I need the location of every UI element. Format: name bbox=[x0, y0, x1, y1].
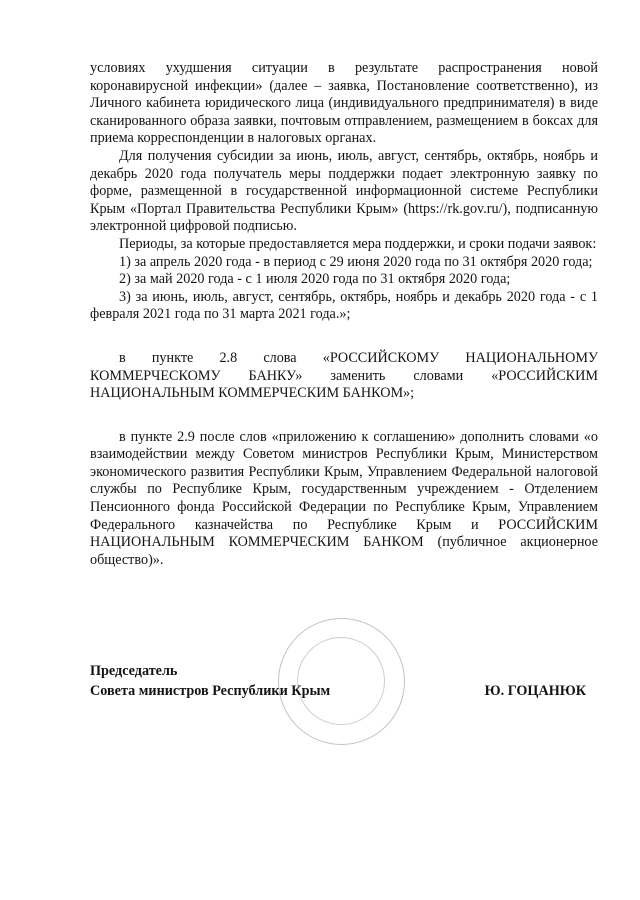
period-item-3: 3) за июнь, июль, август, сентябрь, октябрь, ноябрь и декабрь 2020 года - с 1 февраля 2021 года по 31 марта 2021 года.»; bbox=[90, 288, 598, 323]
paragraph-clause-2-9: в пункте 2.9 после слов «приложению к соглашению» дополнить словами «о взаимодействии между Советом министров Республики Крым, Министерством экономического развития Республики Крым, Управлением Федеральной налоговой службы по Республике Крым, государственным учреждением - Отделением Пенсионного фонда Российской Федерации по Республике Крым, Управлением Федерального казначейства по Республике Крым и РОССИЙСКИМ НАЦИОНАЛЬНЫМ КОММЕРЧЕСКИМ БАНКОМ (публичное акционерное общество)». bbox=[90, 428, 598, 568]
paragraph-clause-2-8: в пункте 2.8 слова «РОССИЙСКОМУ НАЦИОНАЛЬНОМУ КОММЕРЧЕСКОМУ БАНКУ» заменить словами «РОССИЙСКИМ НАЦИОНАЛЬНЫМ КОММЕРЧЕСКИМ БАНКОМ»; bbox=[90, 349, 598, 402]
period-item-1: 1) за апрель 2020 года - в период с 29 июня 2020 года по 31 октября 2020 года; bbox=[119, 253, 593, 270]
signatory-position-line1: Председатель bbox=[90, 663, 178, 679]
period-item-2: 2) за май 2020 года - с 1 июля 2020 года по 31 октября 2020 года; bbox=[119, 271, 511, 288]
signatory-name: Ю. ГОЦАНЮК bbox=[484, 683, 586, 699]
signatory-position-line2: Совета министров Республики Крым bbox=[90, 683, 331, 699]
paragraph-periods: Периоды, за которые предоставляется мера поддержки, и сроки подачи заявок: bbox=[119, 235, 597, 252]
document-body bbox=[90, 60, 598, 569]
paragraph-continuation: условиях ухудшения ситуации в результате распространения новой коронавирусной инфекции» (далее – заявка, Постановление соответственно), из Личного кабинета юридического лица (индивидуального предпринимателя) в виде сканированного образа заявки, почтовым отправлением, размещением в боксах для приема корреспонденции в налоговых органах. bbox=[90, 60, 598, 147]
signature-block bbox=[90, 661, 598, 701]
paragraph-subsidy: Для получения субсидии за июнь, июль, август, сентябрь, октябрь, ноябрь и декабрь 2020 года получатель меры поддержки подает электронную заявку по форме, размещенной в государственной информационной системе Республики Крым «Портал Правительства Республики Крым» (https://rk.gov.ru/), подписанную электронной цифровой подписью. bbox=[90, 147, 598, 235]
